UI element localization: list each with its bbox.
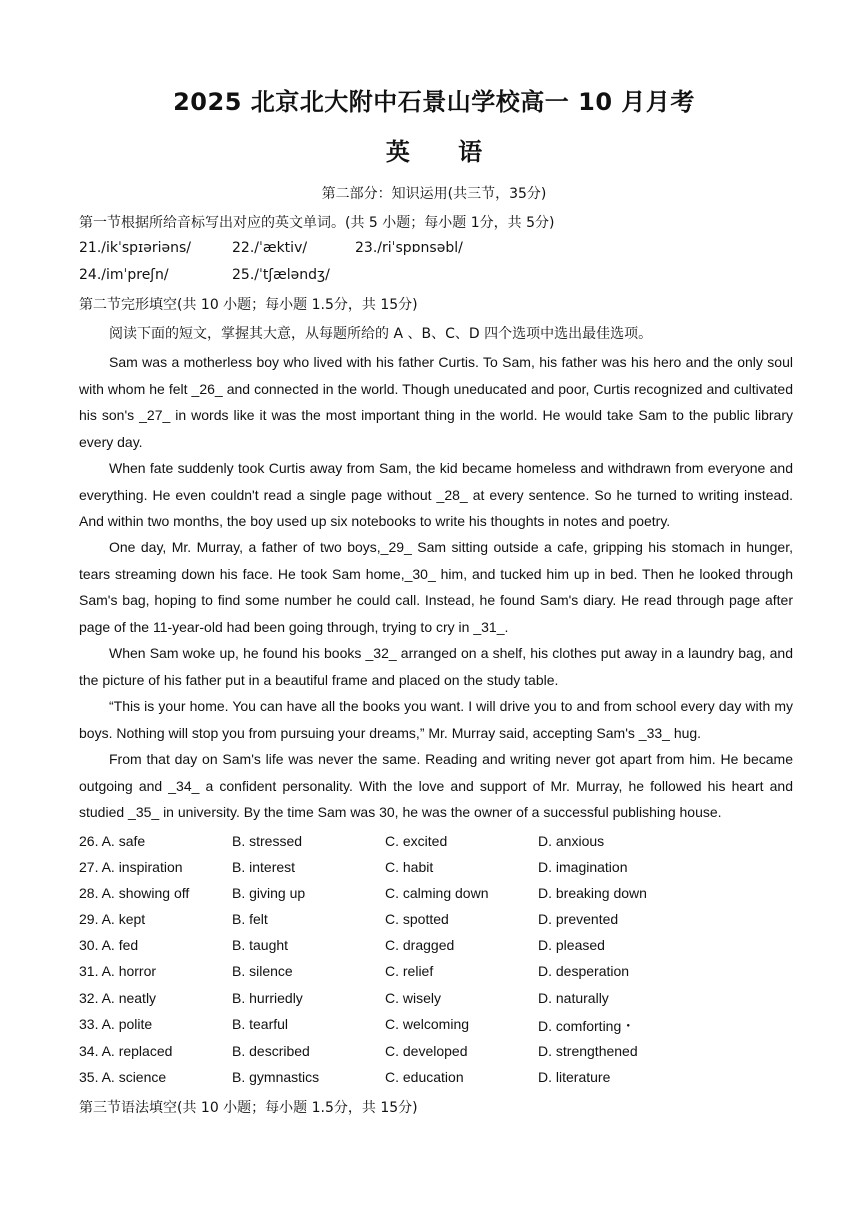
option-28-a: 28. A. showing off	[79, 885, 190, 901]
section2-heading: 第二节完形填空(共 10 小题；每小题 1.5分，共 15分)	[79, 297, 418, 313]
passage-paragraph-4: When Sam woke up, he found his books _32_ arranged on a shelf, his clothes put away in a laundry bag, and the picture of his father put in a beautiful frame and placed on the study table.	[79, 645, 793, 688]
option-35-b: B. gymnastics	[232, 1069, 320, 1085]
option-26-b: B. stressed	[232, 833, 303, 849]
option-30-b: B. taught	[232, 937, 289, 953]
passage-paragraph-5: “This is your home. You can have all the books you want. I will drive you to and from school every day with my boys. Nothing will stop you from pursuing your dreams,” Mr. Murray said, accepting Sam's _33_ hug.	[79, 698, 793, 741]
option-27-a: 27. A. inspiration	[79, 859, 183, 875]
option-row-30	[79, 937, 793, 957]
option-32-c: C. wisely	[385, 990, 442, 1006]
option-27-b: B. interest	[232, 859, 296, 875]
option-32-b: B. hurriedly	[232, 990, 303, 1006]
option-29-b: B. felt	[232, 911, 268, 927]
option-35-d: D. literature	[538, 1069, 611, 1085]
option-31-c: C. relief	[385, 963, 434, 979]
option-29-d: D. prevented	[538, 911, 619, 927]
option-30-d: D. pleased	[538, 937, 605, 953]
option-34-b: B. described	[232, 1043, 310, 1059]
option-26-d: D. anxious	[538, 833, 605, 849]
option-31-d: D. desperation	[538, 963, 630, 979]
passage-paragraph-6: From that day on Sam's life was never the same. Reading and writing never got apart from him. He became outgoing and _34_ a confident personality. With the love and support of Mr. Murray, he followed his heart and studied _35_ in university. By the time Sam was 30, he was the owner of a successful publishing house.	[79, 751, 793, 820]
option-31-a: 31. A. horror	[79, 963, 157, 979]
option-34-a: 34. A. replaced	[79, 1043, 173, 1059]
option-33-d: D. comforting・	[538, 1018, 636, 1034]
option-34-c: C. developed	[385, 1043, 468, 1059]
exam-title: 2025 北京北大附中石景山学校高一 10 月月考	[173, 88, 695, 116]
option-26-c: C. excited	[385, 833, 448, 849]
passage-paragraph-1: Sam was a motherless boy who lived with his father Curtis. To Sam, his father was his hero and the only soul with whom he felt _26_ and connected in the world. Though uneducated and poor, Curtis recognized and cultivated his son's _27_ in words like it was the most important thing in the world. He would take Sam to the public library every day.	[79, 354, 793, 450]
part-heading: 第二部分：知识运用(共三节，35分)	[321, 186, 547, 202]
option-row-31	[79, 963, 793, 983]
option-33-c: C. welcoming	[385, 1016, 470, 1032]
option-35-a: 35. A. science	[79, 1069, 167, 1085]
option-29-a: 29. A. kept	[79, 911, 146, 927]
option-28-b: B. giving up	[232, 885, 306, 901]
option-31-b: B. silence	[232, 963, 293, 979]
section3-heading: 第三节语法填空(共 10 小题；每小题 1.5分，共 15分)	[79, 1100, 418, 1116]
option-33-b: B. tearful	[232, 1016, 289, 1032]
option-row-26	[79, 833, 793, 853]
ipa-item-25: 25./ˈtʃæləndʒ/	[232, 267, 330, 283]
ipa-item-22: 22./ˈæktiv/	[232, 240, 308, 256]
option-row-28	[79, 885, 793, 905]
option-row-29	[79, 911, 793, 931]
passage-paragraph-2: When fate suddenly took Curtis away from Sam, the kid became homeless and withdrawn from everyone and everything. He even couldn't read a single page without _28_ at every sentence. So he turned to writing instead. And within two months, the boy used up six notebooks to write his thoughts in notes and poetry.	[79, 460, 793, 529]
option-32-d: D. naturally	[538, 990, 609, 1006]
option-row-33	[79, 1016, 793, 1036]
ipa-item-24: 24./imˈpreʃn/	[79, 267, 169, 283]
option-row-32	[79, 990, 793, 1010]
option-28-c: C. calming down	[385, 885, 489, 901]
option-30-c: C. dragged	[385, 937, 455, 953]
option-27-d: D. imagination	[538, 859, 628, 875]
passage-paragraph-3: One day, Mr. Murray, a father of two boys,_29_ Sam sitting outside a cafe, gripping his stomach in hunger, tears streaming down his face. He took Sam home,_30_ him, and tucked him up in bed. Then he looked through Sam's bag, hoping to find some number he could call. Instead, he found Sam's diary. He read through page after page of the 11-year-old had been going through, trying to cry in _31_.	[79, 539, 793, 635]
ipa-item-21: 21./ikˈspɪəriəns/	[79, 240, 191, 256]
option-35-c: C. education	[385, 1069, 464, 1085]
option-29-c: C. spotted	[385, 911, 449, 927]
option-27-c: C. habit	[385, 859, 434, 875]
section2-instruction: 阅读下面的短文，掌握其大意，从每题所给的 A 、B、C、D 四个选项中选出最佳选项。	[109, 326, 653, 342]
option-33-a: 33. A. polite	[79, 1016, 153, 1032]
option-32-a: 32. A. neatly	[79, 990, 157, 1006]
subject-title: 英 语	[385, 138, 483, 166]
option-28-d: D. breaking down	[538, 885, 647, 901]
option-row-27	[79, 859, 793, 879]
ipa-item-23: 23./riˈspɒnsəbl/	[355, 240, 463, 256]
option-row-35	[79, 1069, 793, 1089]
option-26-a: 26. A. safe	[79, 833, 146, 849]
option-row-34	[79, 1043, 793, 1063]
option-34-d: D. strengthened	[538, 1043, 638, 1059]
section1-heading: 第一节根据所给音标写出对应的英文单词。(共 5 小题；每小题 1分，共 5分)	[79, 215, 555, 231]
option-30-a: 30. A. fed	[79, 937, 139, 953]
